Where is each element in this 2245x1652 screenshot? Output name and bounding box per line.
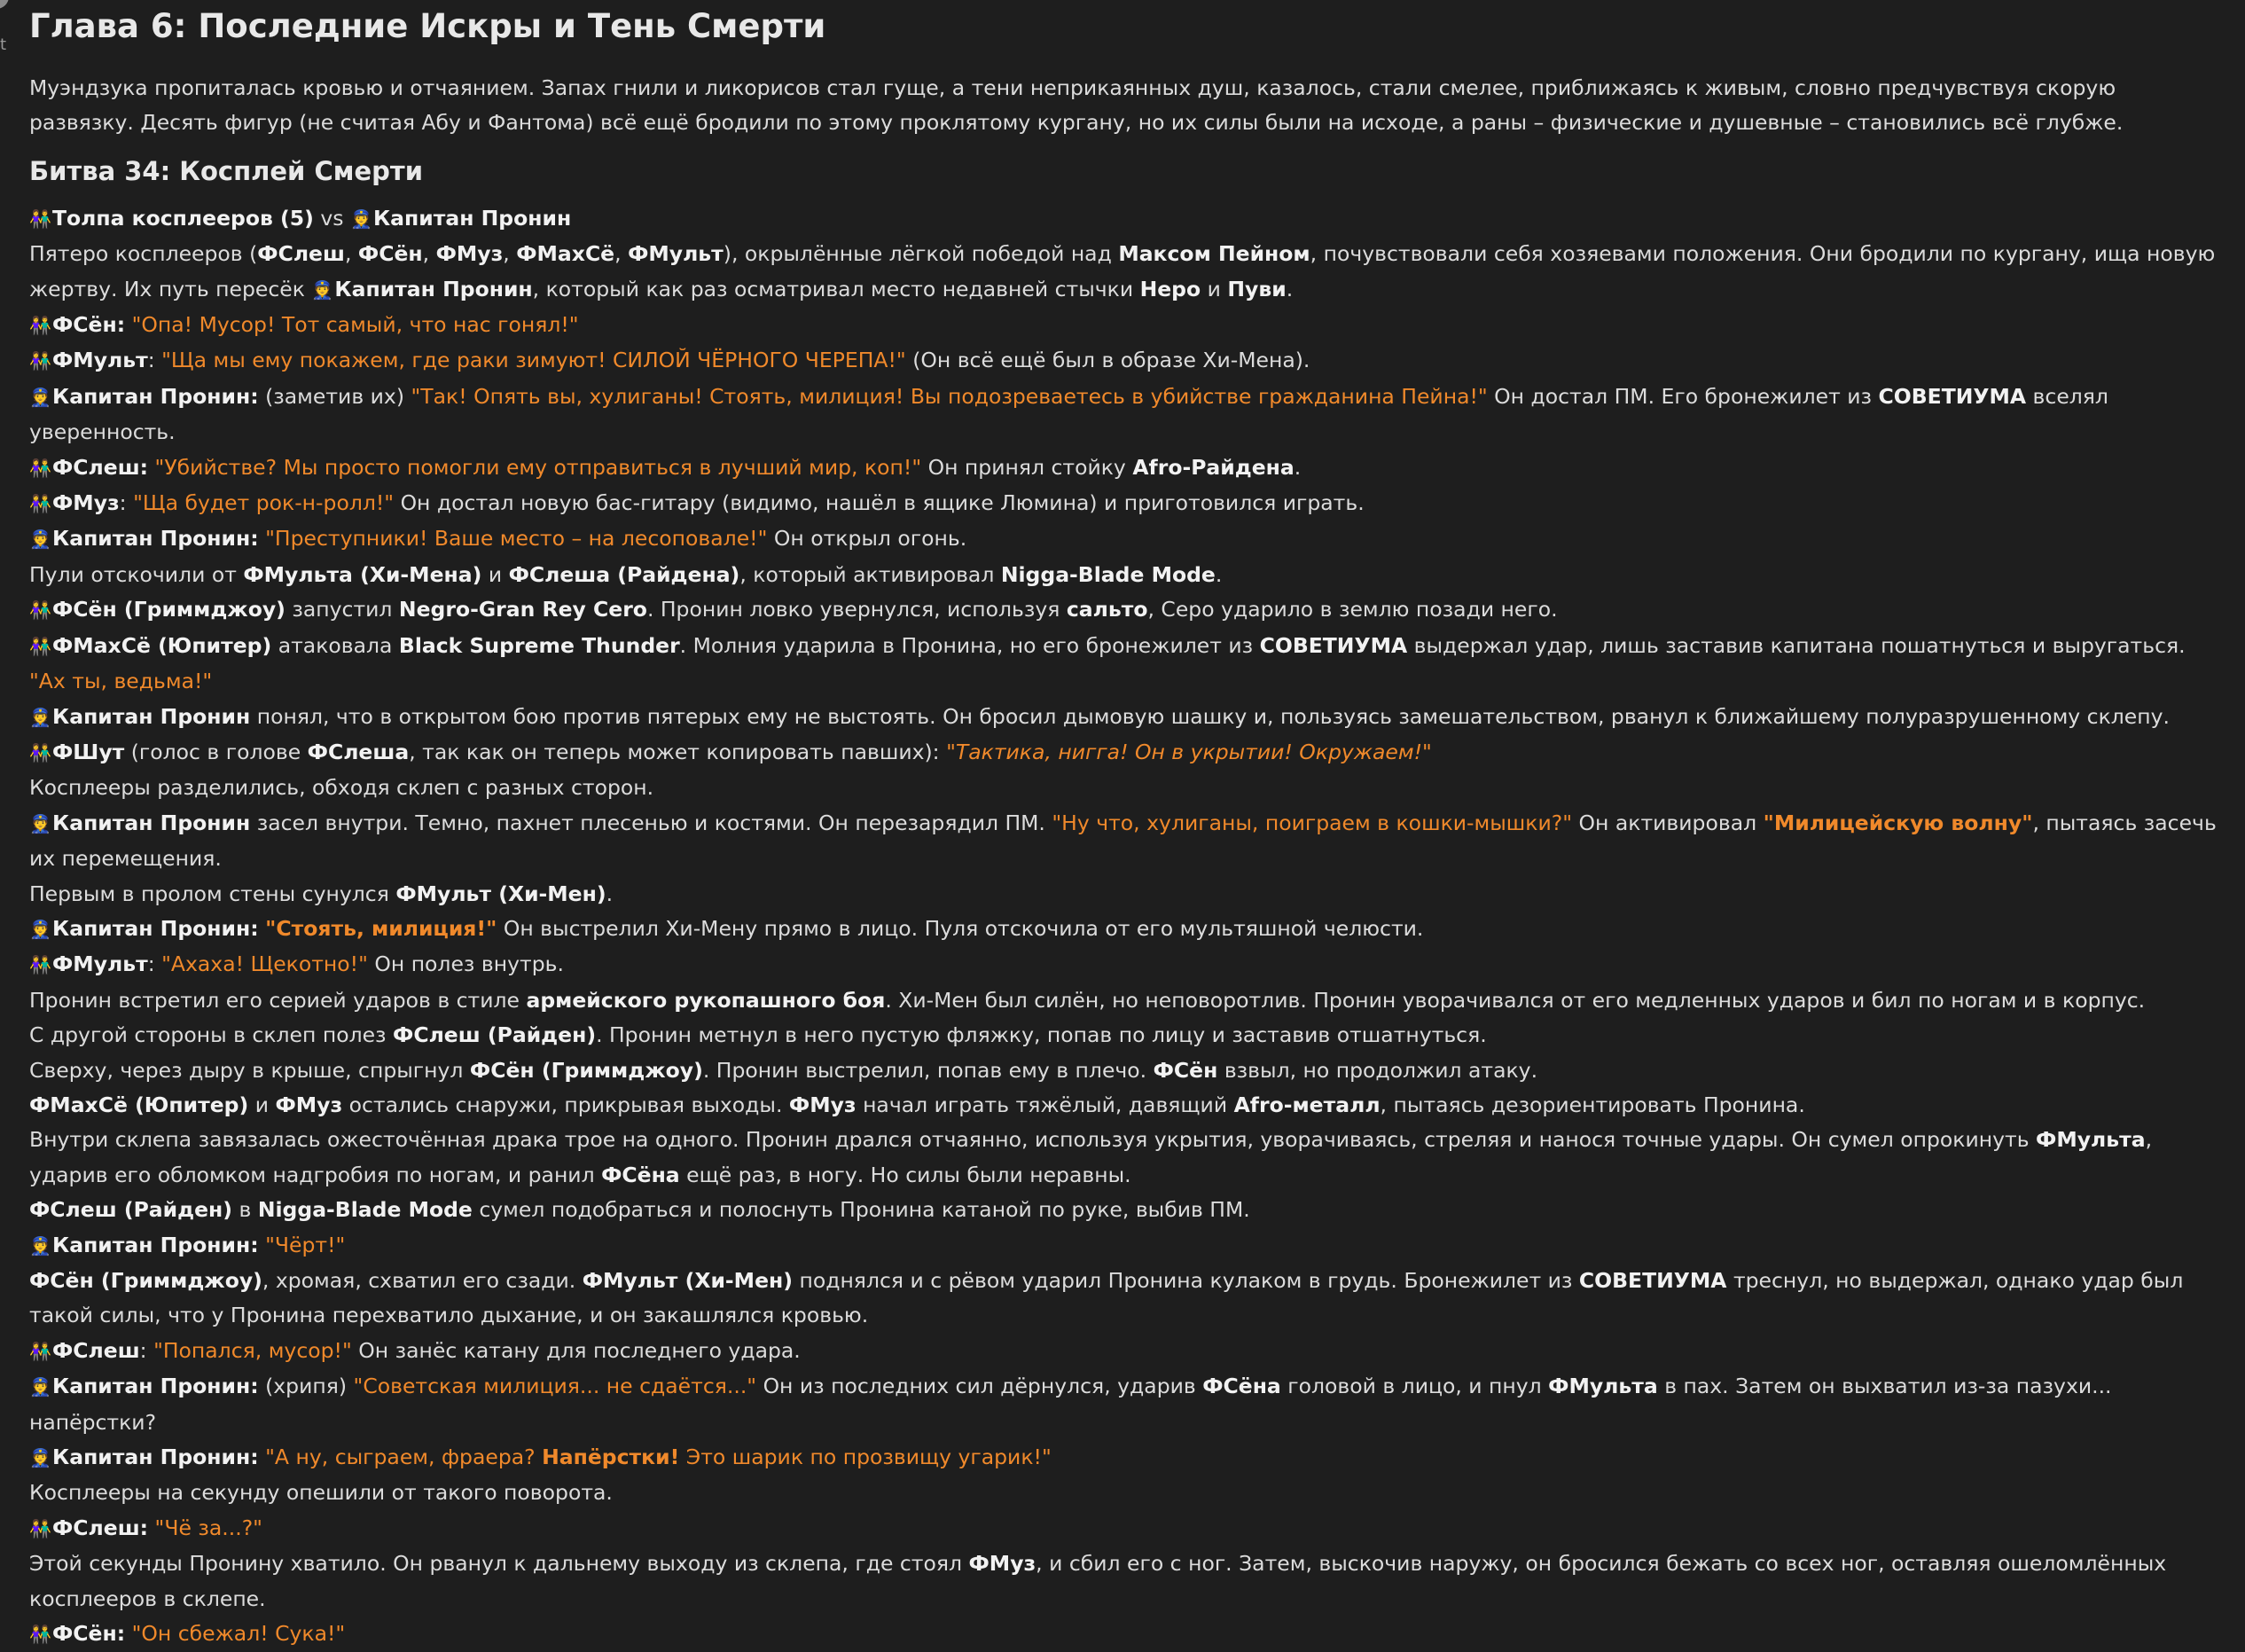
narration-text: Он активировал xyxy=(1572,810,1764,835)
dialogue-quote: "Советская милиция... не сдаётся..." xyxy=(353,1374,757,1399)
story-line xyxy=(29,1511,2219,1546)
story-line xyxy=(29,486,2219,521)
narration-text: и xyxy=(481,561,509,587)
narration-text: . xyxy=(1286,276,1294,301)
narration-text: (Он всё ещё был в образе Хи-Мена). xyxy=(905,348,1310,373)
narration-text: Он принял стойку xyxy=(921,454,1133,480)
story-line xyxy=(29,1369,2219,1440)
character-name: Nigga-Blade Mode xyxy=(1000,561,1216,587)
character-name: ФСёна xyxy=(601,1162,680,1187)
people-icon: 👫 xyxy=(29,954,51,976)
narration-text: и xyxy=(1201,276,1228,301)
story-line xyxy=(29,877,2219,912)
character-name: ФМульт xyxy=(52,951,148,977)
story-line xyxy=(29,1088,2219,1123)
narration-text xyxy=(148,1515,154,1540)
narration-text: . xyxy=(1294,454,1302,480)
character-name: ФСлеш xyxy=(52,1337,140,1363)
character-name: ФСён xyxy=(357,241,423,267)
dialogue-quote: "Ну что, хулиганы, поиграем в кошки-мышки?" xyxy=(1052,810,1573,835)
dialogue-quote: "Ща мы ему покажем, где раки зимуют! СИЛОЙ ЧЁРНОГО ЧЕРЕПА!" xyxy=(161,348,906,373)
story-line xyxy=(29,1228,2219,1264)
people-icon: 👫 xyxy=(29,493,51,515)
police-icon: 👮 xyxy=(29,1234,51,1257)
dialogue-quote: "А ну, сыграем, фраера? xyxy=(265,1445,543,1470)
intro-paragraph xyxy=(29,71,2219,141)
people-icon: 👫 xyxy=(29,350,51,372)
story-line xyxy=(29,1018,2219,1053)
story-line xyxy=(29,1264,2219,1334)
people-icon: 👫 xyxy=(29,1624,51,1646)
narration-text: : xyxy=(147,348,162,373)
character-name: ФМахСё xyxy=(516,241,615,267)
narration-text: Этой секунды Пронину хватило. Он рванул к дальнему выходу из склепа, где стоял xyxy=(29,1551,969,1577)
narration-text: , Серо ударило в землю позади него. xyxy=(1147,597,1558,622)
narration-text: : xyxy=(119,490,134,516)
character-name: ФМульта xyxy=(2036,1127,2146,1153)
character-name: Nigga-Blade Mode xyxy=(257,1197,473,1223)
narration-text xyxy=(125,312,131,337)
character-name: ФМуз xyxy=(52,490,120,516)
story-line xyxy=(29,1617,2219,1652)
police-icon: 👮 xyxy=(29,528,51,551)
story-line xyxy=(29,1123,2219,1193)
character-name: ФМуз xyxy=(275,1092,343,1117)
character-name: ФСлеш (Райден) xyxy=(29,1197,233,1223)
people-icon: 👫 xyxy=(29,1517,51,1539)
police-icon: 👮 xyxy=(311,278,334,301)
character-name: Капитан Пронин: xyxy=(52,915,259,941)
character-name: ФСёна xyxy=(1202,1374,1281,1399)
narration-text: ещё раз, в ногу. Но силы были неравны. xyxy=(679,1162,1131,1187)
character-name: Капитан Пронин: xyxy=(52,1232,259,1257)
narration-text: , xyxy=(503,241,517,267)
story-line xyxy=(29,1476,2219,1510)
narration-text: Муэндзука пропиталась кровью и отчаянием. Запах гнили и ликорисов стал гуще, а тени неприкаянных душ, казалось, стали смелее, приближаясь к живым, словно предчувствуя скорую развязку. Десять фигур (не считая Абу и Фантома) всё ещё бродили по этому проклятому кургану, но их силы были на исходе, а раны – физические и душевные – становились всё глубже. xyxy=(29,75,2124,136)
narration-text: (хрипя) xyxy=(258,1374,354,1399)
character-name: Капитан Пронин xyxy=(334,276,533,301)
character-name: Negro-Gran Rey Cero xyxy=(398,597,647,622)
narration-text: (голос в голове xyxy=(124,739,308,764)
narration-text: взвыл, но продолжил атаку. xyxy=(1217,1057,1538,1083)
narration-text: в xyxy=(232,1197,258,1223)
narration-text xyxy=(259,1445,265,1469)
narration-text: ), окрылённые лёгкой победой над xyxy=(723,241,1119,267)
character-name: ФСлеш: xyxy=(52,454,149,480)
dialogue-quote: Это шарик по прозвищу угарик!" xyxy=(679,1445,1052,1470)
character-name: ФСлеш xyxy=(257,241,345,267)
narration-text: вселял уверенность. xyxy=(29,383,2108,445)
story-line xyxy=(29,380,2219,450)
narration-text: , пытаясь засечь их перемещения. xyxy=(29,810,2217,872)
dialogue-quote: "Опа! Мусор! Тот самый, что нас гонял!" xyxy=(131,312,579,338)
story-line xyxy=(29,1053,2219,1088)
story-line xyxy=(29,237,2219,308)
character-name: ФМахСё (Юпитер) xyxy=(52,632,272,658)
narration-text: Пули отскочили от xyxy=(29,561,244,587)
character-name: ФМульта xyxy=(1548,1374,1658,1399)
police-icon: 👮 xyxy=(29,386,51,408)
police-icon: 👮 xyxy=(29,812,51,834)
dialogue-quote: "Преступники! Ваше место – на лесоповале!" xyxy=(265,526,768,552)
story-line xyxy=(29,1334,2219,1369)
character-name: ФМуз xyxy=(788,1092,857,1117)
character-name: Капитан Пронин xyxy=(52,703,251,729)
bold-quote: "Стоять, милиция!" xyxy=(265,915,497,941)
narration-text: С другой стороны в склеп полез xyxy=(29,1022,394,1048)
story-line xyxy=(29,983,2219,1018)
character-name: Afro-Райдена xyxy=(1132,454,1295,480)
story-line xyxy=(29,735,2219,771)
dialogue-quote: "Ах ты, ведьма!" xyxy=(29,669,213,694)
character-name: Afro-металл xyxy=(1233,1092,1381,1117)
narration-text: . xyxy=(1215,561,1223,587)
character-name: ФМульт xyxy=(628,241,724,267)
narration-text: . Молния ударила в Пронина, но его бронежилет из xyxy=(679,632,1260,658)
character-name: сальто xyxy=(1066,597,1148,622)
narration-text xyxy=(259,1233,265,1257)
people-icon: 👫 xyxy=(29,207,51,230)
people-icon: 👫 xyxy=(29,635,51,657)
chapter-title: Глава 6: Последние Искры и Тень Смерти xyxy=(29,7,826,45)
narration-text: vs xyxy=(313,205,350,231)
narration-text: , xyxy=(344,241,358,267)
bold-quote: Напёрстки! xyxy=(542,1445,680,1470)
narration-text: остались снаружи, прикрывая выходы. xyxy=(342,1092,789,1117)
narration-text: , хромая, схватил его сзади. xyxy=(262,1268,583,1293)
narration-text xyxy=(125,1621,131,1646)
narration-text: . Пронин метнул в него пустую фляжку, попав по лицу и заставив отшатнуться. xyxy=(596,1022,1487,1048)
police-icon: 👮 xyxy=(29,1376,51,1398)
narration-text: выдержал удар, лишь заставив капитана пошатнуться и выругаться. xyxy=(1407,632,2186,658)
character-name: Капитан Пронин xyxy=(372,205,572,231)
narration-text: , почувствовали себя хозяевами положения. Они бродили по кургану, ища новую жертву. Их путь пересёк xyxy=(29,241,2216,301)
people-icon: 👫 xyxy=(29,457,51,479)
narration-text: поднялся и с рёвом ударил Пронина кулаком в грудь. Бронежилет из xyxy=(792,1268,1579,1293)
narration-text: Он занёс катану для последнего удара. xyxy=(351,1337,801,1363)
story-line xyxy=(29,806,2219,877)
narration-text xyxy=(148,455,154,480)
narration-text: : xyxy=(139,1337,154,1363)
story-line xyxy=(29,912,2219,947)
character-name: ФСён: xyxy=(52,312,126,338)
character-name: СОВЕТИУМА xyxy=(1578,1268,1727,1293)
people-icon: 👫 xyxy=(29,1340,51,1362)
people-icon: 👫 xyxy=(29,315,51,337)
narration-text: , и сбил его с ног. Затем, выскочив наружу, он бросился бежать со всех ног, оставляя ошеломлённых косплееров в склепе. xyxy=(29,1551,2167,1611)
narration-text: : xyxy=(147,951,162,977)
narration-text: Он из последних сил дёрнулся, ударив xyxy=(756,1374,1203,1399)
story-line xyxy=(29,343,2219,379)
character-name: ФСён xyxy=(1153,1057,1218,1083)
narration-text: , пытаясь дезориентировать Пронина. xyxy=(1380,1092,1805,1117)
character-name: Капитан Пронин: xyxy=(52,1374,259,1399)
narration-text: понял, что в открытом бою против пятерых ему не выстоять. Он бросил дымовую шашку и, пользуясь замешательством, рванул к ближайшему полуразрушенному склепу. xyxy=(250,703,2171,729)
dialogue-quote: "Он сбежал! Сука!" xyxy=(131,1621,346,1647)
narration-text: , который активировал xyxy=(739,561,1001,587)
narration-text: треснул, но выдержал, однако удар был такой силы, что у Пронина перехватило дыхание, и он закашлялся кровью. xyxy=(29,1268,2184,1328)
character-name: Толпа косплееров (5) xyxy=(52,205,314,231)
narration-text: атаковала xyxy=(271,632,399,658)
story-line xyxy=(29,558,2219,592)
people-icon: 👫 xyxy=(29,599,51,622)
story-line xyxy=(29,450,2219,486)
italic-quote: "Тактика, нигга! Он в укрытии! Окружаем!" xyxy=(946,739,1432,764)
police-icon: 👮 xyxy=(29,918,51,940)
dialogue-quote: "Убийстве? Мы просто помогли ему отправиться в лучший мир, коп!" xyxy=(154,454,922,480)
narration-text: . Пронин ловко увернулся, используя xyxy=(646,597,1067,622)
narration-text: Он открыл огонь. xyxy=(767,526,967,552)
narration-text: Он выстрелил Хи-Мену прямо в лицо. Пуля отскочила от его мультяшной челюсти. xyxy=(497,915,1424,941)
dialogue-quote: "Попался, мусор!" xyxy=(153,1337,352,1363)
character-name: ФМахСё (Юпитер) xyxy=(29,1092,249,1117)
character-name: ФСён (Гриммджоу) xyxy=(469,1057,703,1083)
narration-text: Внутри склепа завязалась ожесточённая драка трое на одного. Пронин дрался отчаянно, используя укрытия, уворачиваясь, стреляя и нанося точные удары. Он сумел опрокинуть xyxy=(29,1127,2037,1153)
narration-text: Он полез внутрь. xyxy=(367,951,564,977)
character-name: ФШут xyxy=(52,739,125,764)
avatar[interactable] xyxy=(0,0,9,9)
narration-text: Пятеро косплееров ( xyxy=(29,241,258,267)
narration-text: запустил xyxy=(285,597,399,622)
character-name: ФМуз xyxy=(435,241,504,267)
story-line xyxy=(29,629,2219,700)
character-name: ФМульт (Хи-Мен) xyxy=(582,1268,793,1293)
story-line xyxy=(29,700,2219,735)
narration-text: начал играть тяжёлый, давящий xyxy=(856,1092,1234,1117)
story-line xyxy=(29,521,2219,557)
character-name: ФМульт (Хи-Мен) xyxy=(395,881,606,906)
narration-text xyxy=(259,526,265,551)
battle-title: Битва 34: Косплей Смерти xyxy=(29,155,424,186)
dialogue-quote: "Ахаха! Щекотно!" xyxy=(161,951,368,977)
bold-quote: "Милицейскую волну" xyxy=(1763,810,2033,835)
narration-text: (заметив их) xyxy=(258,383,411,409)
character-name: Максом Пейном xyxy=(1118,241,1310,267)
police-icon: 👮 xyxy=(29,1447,51,1469)
story-line xyxy=(29,592,2219,628)
dialogue-quote: "Чёрт!" xyxy=(265,1232,346,1257)
character-name: ФМульт xyxy=(52,348,148,373)
dialogue-quote: "Так! Опять вы, хулиганы! Стоять, милиция! Вы подозреваетесь в убийстве гражданина Пейна!" xyxy=(411,383,1488,409)
narration-text: , xyxy=(614,241,629,267)
dialogue-quote: "Ща будет рок-н-ролл!" xyxy=(133,490,395,516)
narration-text xyxy=(259,916,265,941)
character-name: Неро xyxy=(1139,276,1201,301)
story-line xyxy=(29,947,2219,983)
character-name: Капитан Пронин: xyxy=(52,526,259,552)
character-name: армейского рукопашного боя xyxy=(526,987,886,1013)
character-name: Капитан Пронин: xyxy=(52,1445,259,1470)
avatar-label: t xyxy=(0,35,7,54)
narration-text: Пронин встретил его серией ударов в стиле xyxy=(29,987,527,1013)
story-line xyxy=(29,1193,2219,1227)
narration-text: Первым в пролом стены сунулся xyxy=(29,881,396,906)
people-icon: 👫 xyxy=(29,741,51,763)
story-line xyxy=(29,1440,2219,1476)
narration-text: в пах. Затем он выхватил из-за пазухи... напёрстки? xyxy=(29,1374,2112,1435)
character-name: ФСён (Гриммджоу) xyxy=(52,597,286,622)
character-name: ФМуз xyxy=(968,1551,1036,1577)
character-name: Black Supreme Thunder xyxy=(398,632,680,658)
character-name: СОВЕТИУМА xyxy=(1878,383,2027,409)
dialogue-quote: "Чё за...?" xyxy=(154,1515,262,1540)
story-line xyxy=(29,308,2219,343)
narration-text: , xyxy=(422,241,436,267)
narration-text: Он достал новую бас-гитару (видимо, нашёл в ящике Люмина) и приготовился играть. xyxy=(394,490,1365,516)
story-line xyxy=(29,1546,2219,1617)
character-name: ФМульта (Хи-Мена) xyxy=(243,561,482,587)
character-name: ФСлеша (Райдена) xyxy=(508,561,740,587)
chapter-intro xyxy=(29,71,2219,141)
narration-text: . Хи-Мен был силён, но неповоротлив. Пронин уворачивался от его медленных ударов и бил по ногам и в корпус. xyxy=(885,987,2146,1013)
character-name: ФСлеша xyxy=(307,739,410,764)
character-name: Пуви xyxy=(1227,276,1287,301)
story-line xyxy=(29,201,2219,237)
narration-text: Косплееры на секунду опешили от такого поворота. xyxy=(29,1480,613,1506)
battle-story xyxy=(29,201,2219,1652)
narration-text: засел внутри. Темно, пахнет плесенью и костями. Он перезарядил ПМ. xyxy=(250,810,1052,835)
police-icon: 👮 xyxy=(349,207,372,230)
narration-text: Он достал ПМ. Его бронежилет из xyxy=(1487,383,1879,409)
narration-text: Косплееры разделились, обходя склеп с разных сторон. xyxy=(29,775,654,801)
narration-text: , так как он теперь может копировать павших): xyxy=(409,739,947,764)
narration-text: Сверху, через дыру в крыше, спрыгнул xyxy=(29,1057,470,1083)
character-name: ФСлеш (Райден) xyxy=(393,1022,597,1048)
character-name: Капитан Пронин xyxy=(52,810,251,835)
narration-text: . Пронин выстрелил, попав ему в плечо. xyxy=(702,1057,1154,1083)
police-icon: 👮 xyxy=(29,706,51,728)
story-line xyxy=(29,771,2219,805)
narration-text: и xyxy=(248,1092,276,1117)
narration-text: , который как раз осматривал место недавней стычки xyxy=(532,276,1140,301)
character-name: ФСлеш: xyxy=(52,1515,149,1540)
character-name: ФСён: xyxy=(52,1621,126,1647)
narration-text: сумел подобраться и полоснуть Пронина катаной по руке, выбив ПМ. xyxy=(472,1197,1250,1223)
narration-text: . xyxy=(606,881,614,906)
character-name: ФСён (Гриммджоу) xyxy=(29,1268,262,1293)
document-body xyxy=(29,5,2219,1652)
narration-text: , ударив его обломком надгробия по ногам, и ранил xyxy=(29,1127,2153,1187)
character-name: Капитан Пронин: xyxy=(52,383,259,409)
character-name: СОВЕТИУМА xyxy=(1259,632,1408,658)
narration-text: головой в лицо, и пнул xyxy=(1280,1374,1549,1399)
